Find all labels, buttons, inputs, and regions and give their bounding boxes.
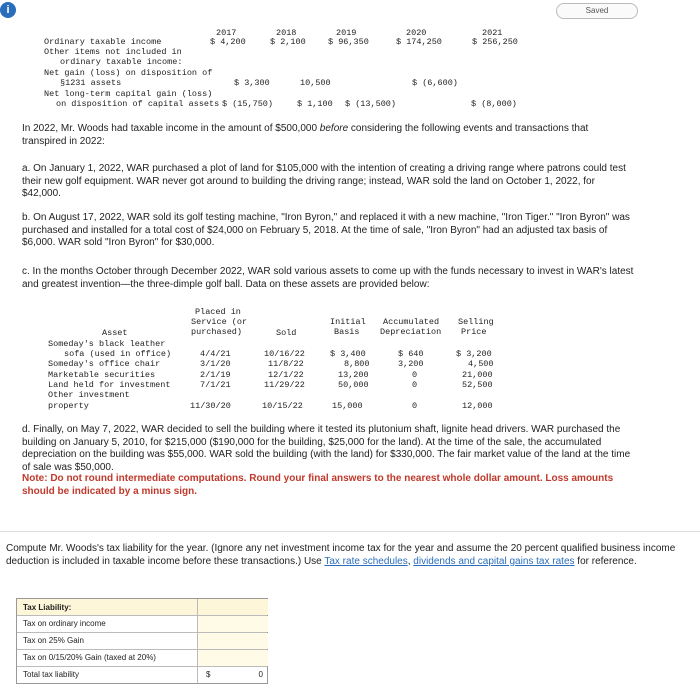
tax-20-gain-input[interactable] [198, 650, 268, 666]
cell: $ 1,100 [297, 99, 333, 109]
cell: 12,000 [462, 401, 493, 411]
cell: 10/16/22 [264, 349, 305, 359]
header-basis: Basis [334, 327, 360, 337]
cell: 12/1/22 [268, 370, 304, 380]
liability-row-total: Total tax liability $ 0 [17, 666, 267, 683]
header-sold: Sold [276, 328, 297, 338]
asset-row-label: sofa (used in office) [64, 349, 172, 359]
asset-row-label: Someday's black leather [48, 339, 166, 349]
cell: $ 3,300 [234, 78, 270, 88]
tax-rate-schedules-link[interactable]: Tax rate schedules [324, 555, 408, 567]
cell: 0 [412, 380, 418, 390]
info-icon[interactable]: i [0, 2, 16, 18]
cell: $ 3,200 [456, 349, 492, 359]
row-label: §1231 assets [60, 78, 122, 88]
cell: $ 174,250 [396, 37, 442, 47]
cell: $ (6,600) [412, 78, 458, 88]
cell: $ (13,500) [345, 99, 397, 109]
cell: 3,200 [398, 359, 424, 369]
tax-liability-header: Tax Liability: [17, 599, 267, 615]
cell: $ (15,750) [222, 99, 274, 109]
cell: $ 4,200 [210, 37, 246, 47]
cell: 21,000 [462, 370, 493, 380]
question-text: Compute Mr. Woods's tax liability for the year. (Ignore any net investment income tax for the year and assume the 20 percent qualified business income deduction is included in taxable income before these transactions.) Use Tax rate schedules, dividends and capital gains tax rates for reference. [6, 543, 676, 567]
year-header: 2021 [482, 28, 503, 38]
row-label: Ordinary taxable income [44, 37, 162, 47]
header-dep: Accumulated [383, 317, 440, 327]
cell: 4/4/21 [200, 349, 231, 359]
cell: 4,500 [468, 359, 494, 369]
cell: 0 [412, 401, 418, 411]
liability-row-20: Tax on 0/15/20% Gain (taxed at 20%) [17, 649, 267, 666]
asset-row-label: Someday's office chair [48, 359, 161, 369]
section-divider [0, 531, 700, 532]
asset-row-label: property [48, 401, 89, 411]
header-placed: purchased) [191, 327, 243, 337]
row-label: ordinary taxable income: [60, 57, 183, 67]
cell: $ 640 [398, 349, 424, 359]
cell: $ 96,350 [328, 37, 369, 47]
currency-symbol: $ [206, 670, 211, 679]
row-label: Net long-term capital gain (loss) [44, 89, 213, 99]
liability-row-25: Tax on 25% Gain [17, 632, 267, 649]
cell: 3/1/20 [200, 359, 231, 369]
cell: 8,800 [344, 359, 370, 369]
tax-ordinary-income-input[interactable] [198, 616, 268, 632]
top-bar [0, 0, 700, 22]
year-header: 2018 [276, 28, 297, 38]
cell: $ (8,000) [471, 99, 517, 109]
cell: $ 3,400 [330, 349, 366, 359]
row-label: on disposition of capital assets [56, 99, 220, 109]
year-header: 2019 [336, 28, 357, 38]
tax-25-gain-input[interactable] [198, 633, 268, 649]
header-basis: Initial [330, 317, 366, 327]
header-placed: Placed in [195, 307, 241, 317]
asset-row-label: Land held for investment [48, 380, 171, 390]
item-a: a. On January 1, 2022, WAR purchased a plot of land for $105,000 with the intention of creating a driving range where patrons could test their new golf equipment. WAR never got around to building the driving range; instead, WAR sold the land on October 1, 2022, for $42,000. [22, 163, 626, 199]
capital-gains-rates-link[interactable]: dividends and capital gains tax rates [413, 555, 575, 567]
cell: 10,500 [300, 78, 331, 88]
total-tax-liability-value: 0 [258, 670, 263, 679]
cell: $ 256,250 [472, 37, 518, 47]
intro-paragraph: In 2022, Mr. Woods had taxable income in the amount of $500,000 before considering the following events and transactions that transpired in 2022: [22, 123, 589, 147]
item-d: d. Finally, on May 7, 2022, WAR decided to sell the building where it tested its plutonium shaft, lignite head drivers. WAR purchased the building on January 5, 2010, for $215,000 ($190,000 for the building, $25,000 for the land). At the time of the sale, the accumulated depreciation on the building was $55,000. WAR sold the building (with the land) for $330,000. The fair market value of the land at the time of sale was $50,000. [22, 424, 631, 473]
tax-liability-table [16, 598, 268, 684]
header-asset: Asset [102, 328, 128, 338]
cell: 11/29/22 [264, 380, 305, 390]
header-price: Selling [458, 317, 494, 327]
header-placed: Service (or [191, 317, 248, 327]
row-label: Other items not included in [44, 47, 182, 57]
saved-status-button[interactable]: Saved [556, 3, 638, 19]
cell: 7/1/21 [200, 380, 231, 390]
cell: 2/1/19 [200, 370, 231, 380]
cell: 11/8/22 [268, 359, 304, 369]
item-c: c. In the months October through December 2022, WAR sold various assets to come up with the funds necessary to invest in WAR's latest and greatest invention—the three-dimple golf ball. Data on these assets are provided below: [22, 266, 634, 290]
header-price: Price [461, 327, 487, 337]
year-header: 2017 [216, 28, 237, 38]
header-dep: Depreciation [380, 327, 442, 337]
cell: 0 [412, 370, 418, 380]
asset-row-label: Other investment [48, 390, 130, 400]
cell: 52,500 [462, 380, 493, 390]
cell: 13,200 [338, 370, 369, 380]
cell: 10/15/22 [262, 401, 303, 411]
row-label: Net gain (loss) on disposition of [44, 68, 213, 78]
year-header: 2020 [406, 28, 427, 38]
cell: 15,000 [332, 401, 363, 411]
asset-row-label: Marketable securities [48, 370, 156, 380]
rounding-note: Note: Do not round intermediate computations. Round your final answers to the nearest whole dollar amount. Loss amounts should be indicated by a minus sign. [22, 473, 614, 497]
cell: 11/30/20 [190, 401, 231, 411]
item-b: b. On August 17, 2022, WAR sold its golf testing machine, "Iron Byron," and replaced it with a new machine, "Iron Tiger." "Iron Byron" was purchased and installed for a total cost of $24,000 on February 5, 2018. At the time of sale, "Iron Byron" had an adjusted tax basis of $6,000. WAR sold "Iron Byron" for $30,000. [22, 212, 630, 248]
liability-row-ordinary: Tax on ordinary income [17, 615, 267, 632]
cell: 50,000 [338, 380, 369, 390]
cell: $ 2,100 [270, 37, 306, 47]
